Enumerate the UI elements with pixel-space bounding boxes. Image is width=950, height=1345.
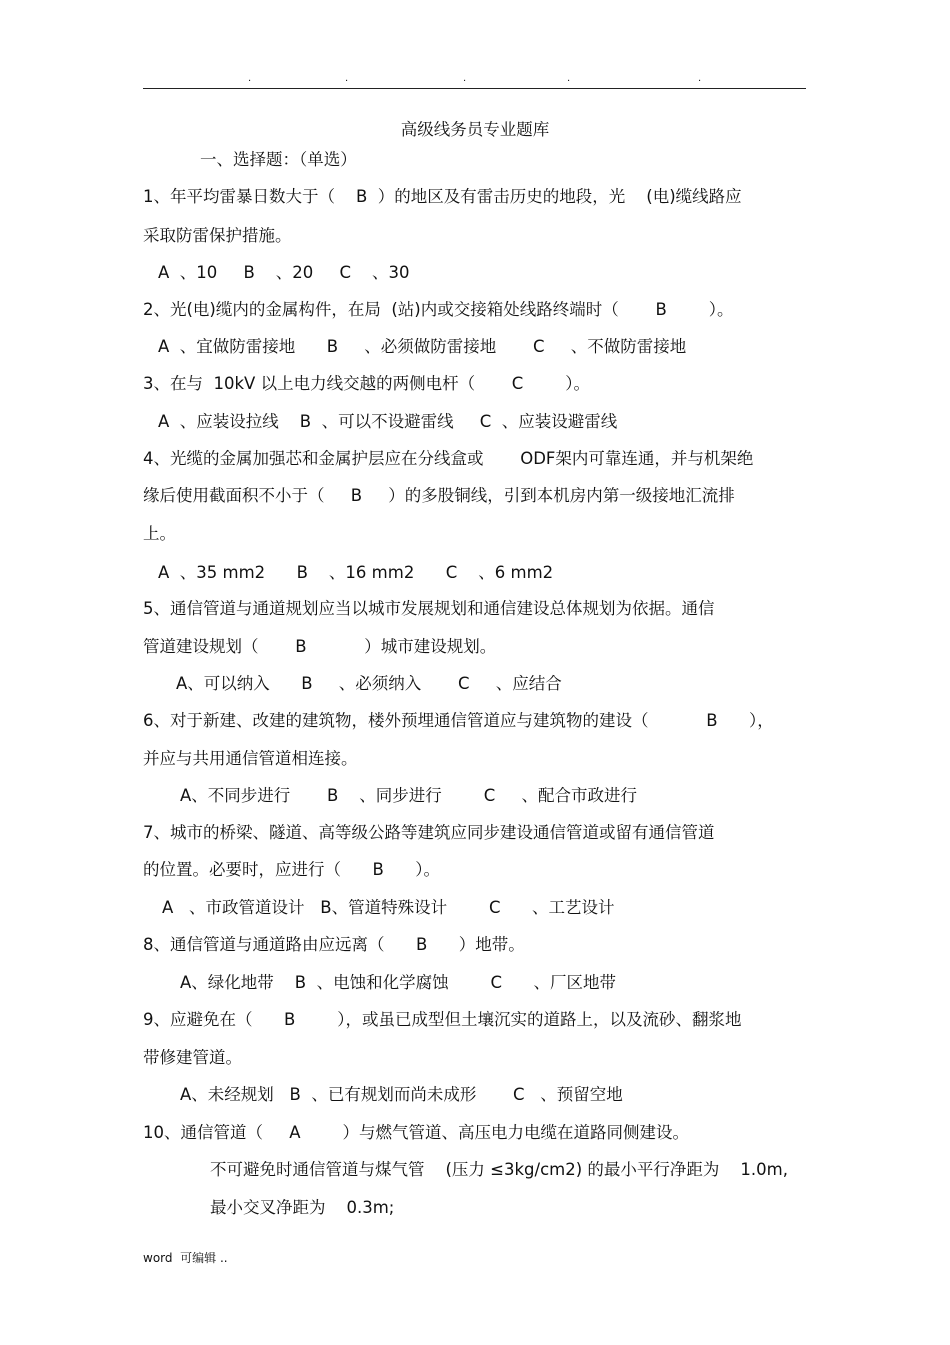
answer-options: A 、10 B 、20 C 、30 bbox=[158, 263, 410, 282]
question-note: 最小交叉净距为 0.3m; bbox=[210, 1198, 395, 1217]
header-rule bbox=[143, 88, 806, 89]
question-text: 上。 bbox=[143, 524, 176, 543]
document-title: 高级线务员专业题库 bbox=[400, 120, 550, 139]
question-text: 6、对于新建、改建的建筑物，楼外预埋通信管道应与建筑物的建设（ B ）， bbox=[143, 711, 774, 730]
header-dot: . bbox=[567, 73, 571, 84]
question-text: 9、应避免在（ B ），或虽已成型但土壤沉实的道路上，以及流砂、翻浆地 bbox=[143, 1010, 742, 1029]
question-text: 采取防雷保护措施。 bbox=[143, 226, 292, 245]
question-text: 的位置。必要时，应进行（ B ）。 bbox=[143, 860, 441, 879]
question-text: 10、通信管道（ A ）与燃气管道、高压电力电缆在道路同侧建设。 bbox=[143, 1123, 689, 1142]
header-dot: . bbox=[463, 73, 467, 84]
question-text: 7、城市的桥梁、隧道、高等级公路等建筑应同步建设通信管道或留有通信管道 bbox=[143, 823, 715, 842]
question-text: 管道建设规划（ B ）城市建设规划。 bbox=[143, 637, 497, 656]
header-dot: . bbox=[698, 73, 702, 84]
question-text: 8、通信管道与通道路由应远离（ B ）地带。 bbox=[143, 935, 525, 954]
answer-options: A 、应装设拉线 B 、可以不设避雷线 C 、应装设避雷线 bbox=[158, 412, 618, 431]
question-text: 带修建管道。 bbox=[143, 1048, 242, 1067]
page-footer: word 可编辑 .. bbox=[143, 1251, 228, 1265]
section-heading: 一、选择题：（单选） bbox=[200, 150, 357, 169]
question-text: 2、光(电)缆内的金属构件，在局 (站)内或交接箱处线路终端时（ B ）。 bbox=[143, 300, 734, 319]
answer-options: A 、35 mm2 B 、16 mm2 C 、6 mm2 bbox=[158, 563, 554, 582]
question-text: 并应与共用通信管道相连接。 bbox=[143, 749, 358, 768]
answer-options: A、不同步进行 B 、同步进行 C 、配合市政进行 bbox=[180, 786, 638, 805]
answer-options: A、可以纳入 B 、必须纳入 C 、应结合 bbox=[176, 674, 562, 693]
question-text: 1、年平均雷暴日数大于（ B ）的地区及有雷击历史的地段，光 (电)缆线路应 bbox=[143, 187, 742, 206]
question-text: 3、在与 10kV 以上电力线交越的两侧电杆（ C ）。 bbox=[143, 374, 591, 393]
question-text: 5、通信管道与通道规划应当以城市发展规划和通信建设总体规划为依据。通信 bbox=[143, 599, 715, 618]
header-dot: . bbox=[345, 73, 349, 84]
question-text: 缘后使用截面积不小于（ B ）的多股铜线，引到本机房内第一级接地汇流排 bbox=[143, 486, 735, 505]
answer-options: A 、市政管道设计 B、管道特殊设计 C 、工艺设计 bbox=[162, 898, 615, 917]
answer-options: A 、宜做防雷接地 B 、必须做防雷接地 C 、不做防雷接地 bbox=[158, 337, 687, 356]
header-dot: . bbox=[248, 73, 252, 84]
answer-options: A、未经规划 B 、已有规划而尚未成形 C 、预留空地 bbox=[180, 1085, 623, 1104]
question-note: 不可避免时通信管道与煤气管 (压力 ≤3kg/cm2) 的最小平行净距为 1.0m, bbox=[210, 1160, 788, 1179]
question-text: 4、光缆的金属加强芯和金属护层应在分线盒或 ODF架内可靠连通，并与机架绝 bbox=[143, 449, 754, 468]
answer-options: A、绿化地带 B 、电蚀和化学腐蚀 C 、厂区地带 bbox=[180, 973, 617, 992]
